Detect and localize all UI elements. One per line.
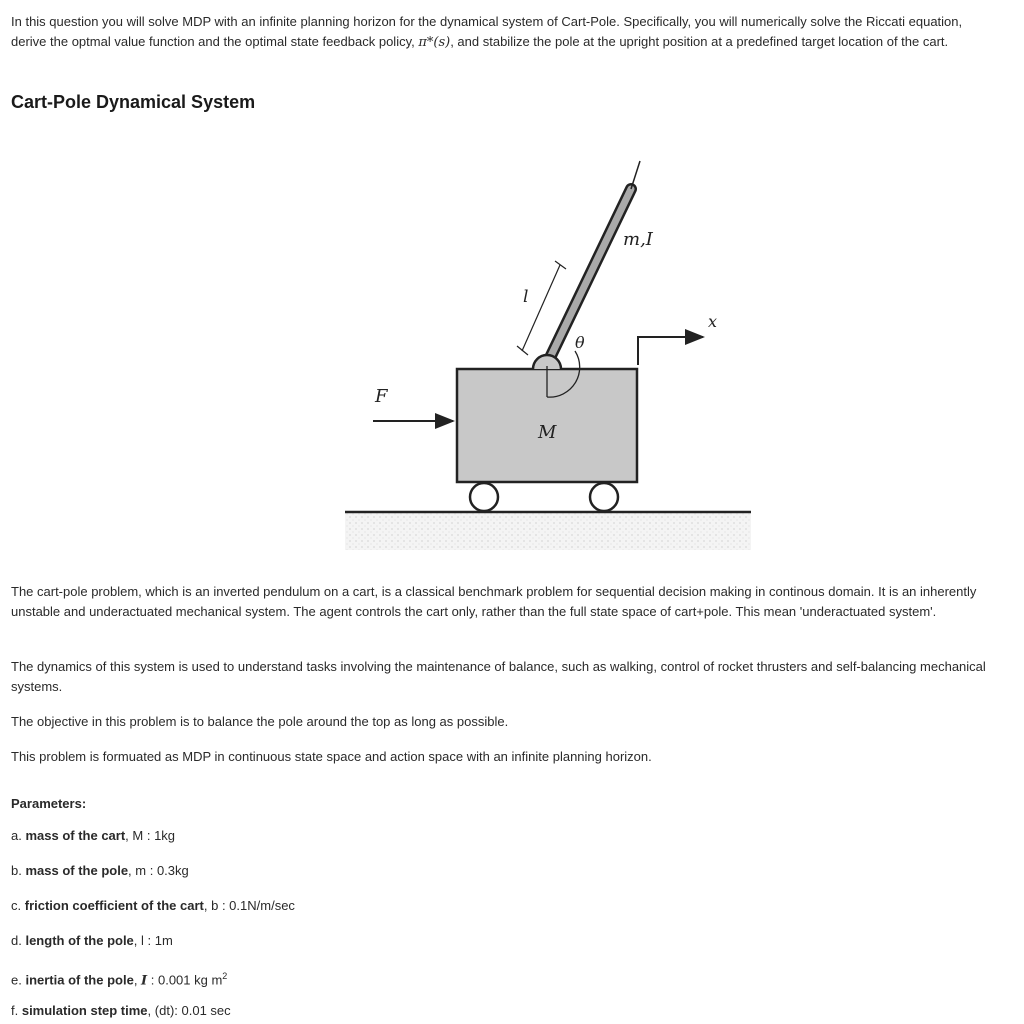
angle-label: θ	[575, 333, 585, 352]
cart-pole-diagram	[331, 144, 771, 564]
pole-label: m,I	[623, 229, 653, 250]
paragraph-dynamics-use: The dynamics of this system is used to understand tasks involving the maintenance of balance, such as walking, control of rocket thrusters and self-balancing mechanical systems.	[11, 659, 986, 694]
length-label: l	[523, 287, 529, 307]
position-label: x	[708, 312, 718, 331]
ground	[345, 512, 751, 550]
parameter-pole-inertia: e. inertia of the pole, I : 0.001 kg $m^2$	[11, 971, 228, 989]
paragraph-objective: The objective in this problem is to balance the pole around the top as long as possible.	[11, 714, 509, 729]
parameter-pole-mass: b. mass of the pole, m : 0.3kg	[11, 863, 189, 878]
page-content	[11, 12, 1016, 1018]
pole-tip-line	[631, 161, 640, 189]
position-arrow	[638, 337, 703, 365]
parameter-step-time: f. simulation step time, (dt): 0.01 sec	[11, 1003, 231, 1018]
force-label: F	[375, 386, 388, 407]
right-wheel	[590, 483, 618, 511]
policy-math: π*(s)	[418, 35, 451, 50]
intro-paragraph: In this question you will solve MDP with an infinite planning horizon for the dynamical system of Cart-Pole. Specifically, you will numerically solve the Riccati equation, derive the optmal value function and the optimal state feedback policy, π*(s), and stabilize the pole at the upright position at a predefined target location of the cart.	[11, 14, 963, 50]
parameter-friction: c. friction coefficient of the cart, b : 0.1N/m/sec	[11, 898, 295, 913]
left-wheel	[470, 483, 498, 511]
paragraph-cart-pole-problem: The cart-pole problem, which is an inverted pendulum on a cart, is a classical benchmark problem for sequential decision making in continous domain. It is an inherently unstable and underactuated mechanical system. The agent controls the cart only, rather than the full state space of cart+pole. This mean 'underactuated system'.	[11, 584, 977, 619]
cart-label: M	[538, 422, 557, 443]
parameter-cart-mass: a. mass of the cart, M : 1kg	[11, 828, 176, 843]
cart-pole-svg	[331, 144, 771, 564]
pole	[547, 189, 631, 364]
parameter-pole-length: d. length of the pole, l : 1m	[11, 933, 173, 948]
paragraph-formulation: This problem is formuated as MDP in continuous state space and action space with an infinite planning horizon.	[11, 749, 652, 764]
parameters-title: Parameters:	[11, 796, 87, 811]
section-title: Cart-Pole Dynamical System	[11, 92, 256, 112]
